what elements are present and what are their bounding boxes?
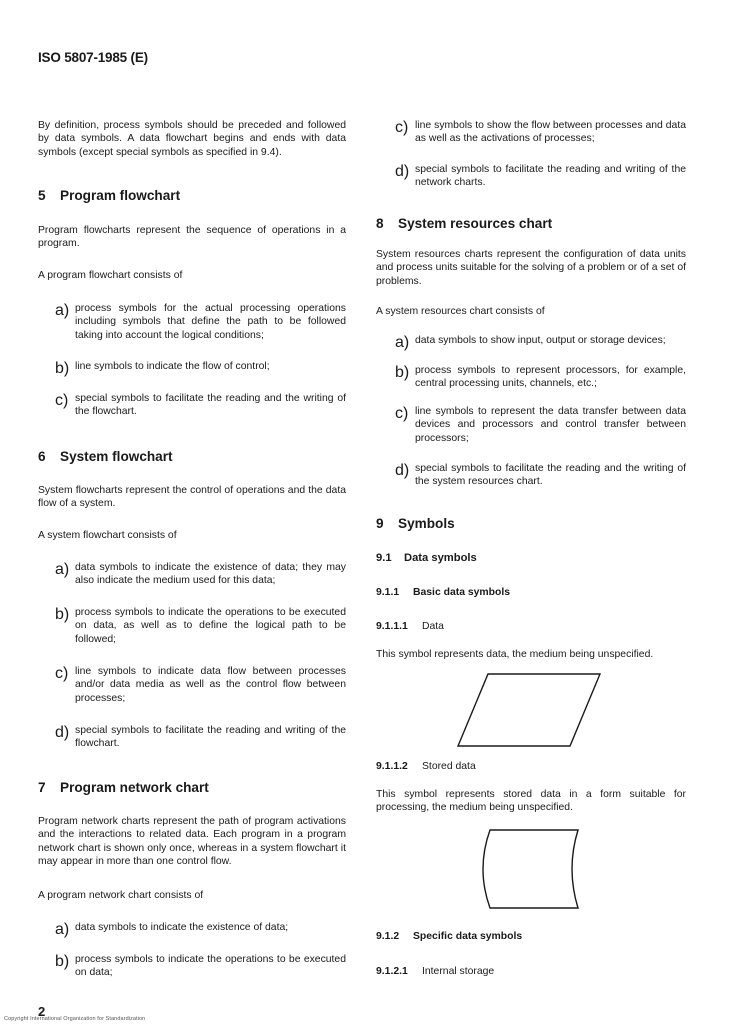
heading-section-9-1-2-1: 9.1.2.1 Internal storage [376,966,495,977]
heading-section-6: 6 System flowchart [38,449,173,464]
heading-section-7: 7 Program network chart [38,780,209,795]
list-item: b) line symbols to indicate the flow of control; [55,360,270,377]
list-item: c) line symbols to represent the data transfer between data devices and processors and control transfer between processors; [395,405,686,444]
list-item: c) line symbols to show the flow between processes and data as well as the activations of processes; [395,119,686,145]
list-item: b) process symbols to indicate the operations to be executed on data; [55,953,346,979]
page-number: 2 [38,1004,46,1019]
list-item: c) line symbols to indicate data flow between processes and/or data media as well as the control flow between processes; [55,665,346,704]
list-item: d) special symbols to facilitate the reading and the writing of the system resources chart. [395,462,686,488]
stored-data-description: This symbol represents stored data in a form suitable for processing, the medium being unspecified. [376,789,686,814]
heading-section-5: 5 Program flowchart [38,188,181,203]
section-6-paragraph-1: System flowcharts represent the control of operations and the data flow of a system. [38,485,346,510]
list-item: d) special symbols to facilitate the reading and writing of the network charts. [395,163,686,189]
section-7-paragraph-2: A program network chart consists of [38,890,204,901]
heading-section-9-1-1-1: 9.1.1.1 Data [376,621,444,632]
intro-paragraph: By definition, process symbols should be preceded and followed by data symbols. A data flowchart begins and ends with data symbols (except special symbols as specified in 9.4). [38,120,346,158]
section-8-paragraph-2: A system resources chart consists of [376,306,545,317]
data-symbol-description: This symbol represents data, the medium being unspecified. [376,649,654,660]
heading-section-8: 8 System resources chart [376,216,553,231]
list-item: a) process symbols for the actual processing operations including symbols that define the path to be followed taking into account the logical conditions; [55,302,346,341]
list-item: d) special symbols to facilitate the reading and writing of the flowchart. [55,724,346,750]
heading-section-9: 9 Symbols [376,516,455,531]
list-item: c) special symbols to facilitate the reading and the writing of the flowchart. [55,392,346,418]
section-5-paragraph-1: Program flowcharts represent the sequence of operations in a program. [38,225,346,250]
list-item: a) data symbols to indicate the existence of data; [55,921,289,938]
section-6-paragraph-2: A system flowchart consists of [38,530,177,541]
section-8-paragraph-1: System resources charts represent the configuration of data units and process units suitable for the solving of a problem or of a set of problems. [376,249,686,287]
list-item: b) process symbols to represent processors, for example, central processing units, channels, etc.; [395,364,686,390]
stored-data-symbol [470,826,585,916]
heading-section-9-1-2: 9.1.2 Specific data symbols [376,931,523,942]
heading-section-9-1-1: 9.1.1 Basic data symbols [376,587,511,598]
section-7-paragraph-1: Program network charts represent the path of program activations and the interactions to related data. Each program in a program network chart is shown only once, whereas in a system flowchart it may appear in more than one control flow. [38,816,346,868]
section-5-paragraph-2: A program flowchart consists of [38,270,183,281]
heading-section-9-1-1-2: 9.1.1.2 Stored data [376,761,476,772]
list-item: b) process symbols to indicate the operations to be executed on data, as well as to define the logical path to be followed; [55,606,346,645]
list-item: a) data symbols to show input, output or storage devices; [395,334,666,351]
data-symbol-parallelogram [455,670,605,750]
heading-section-9-1: 9.1 Data symbols [376,552,477,564]
list-item: a) data symbols to indicate the existence of data; they may also indicate the medium used for this data; [55,561,346,587]
standard-code: ISO 5807-1985 (E) [38,50,148,65]
copyright-notice: Copyright International Organization for Standardization [4,1016,146,1022]
